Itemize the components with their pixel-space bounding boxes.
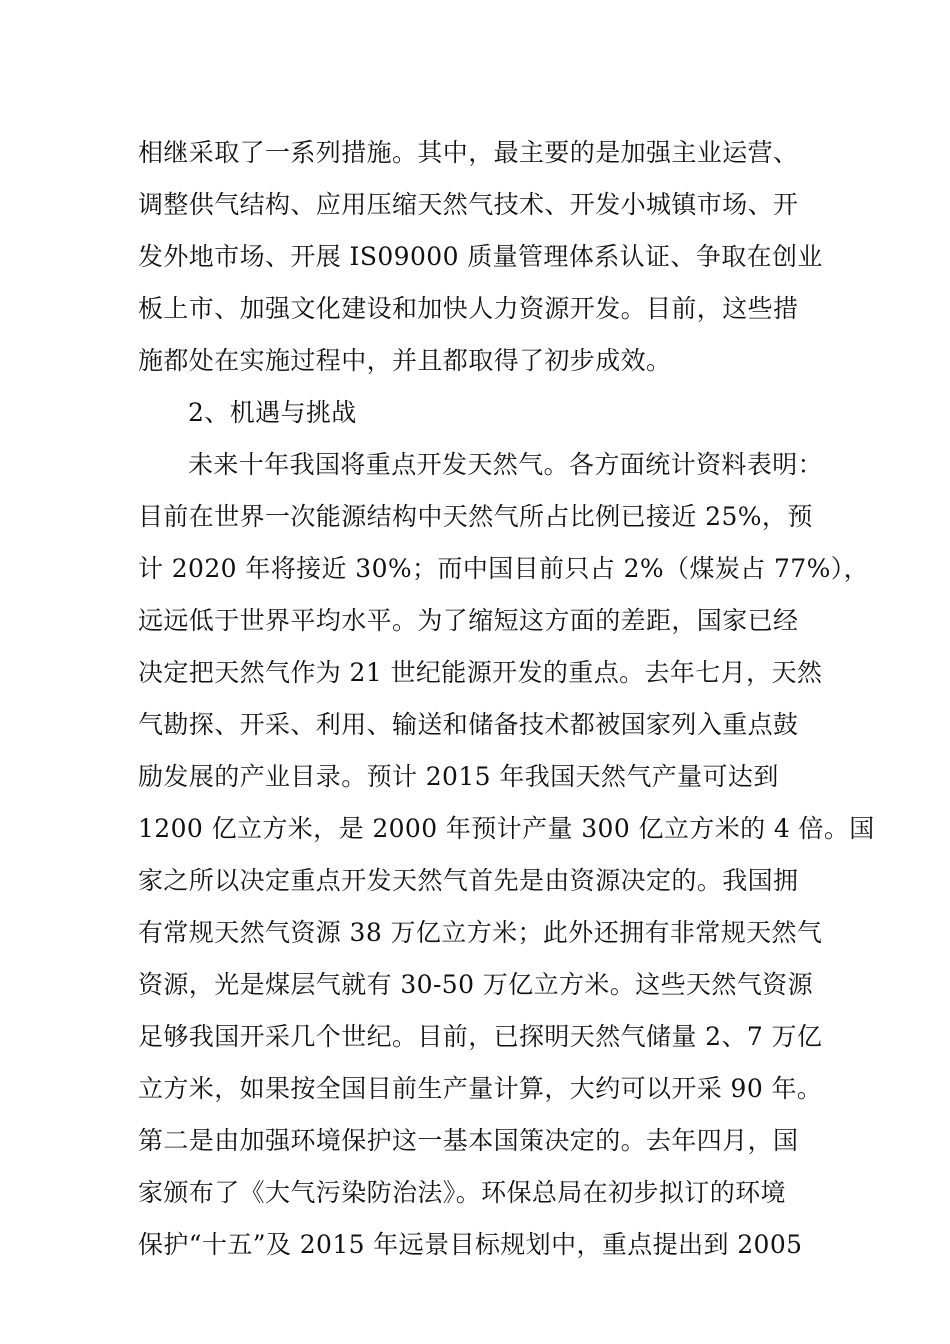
body-text-line: 立方米，如果按全国目前生产量计算，大约可以开采 90 年。: [138, 1074, 823, 1103]
body-text-line: 励发展的产业目录。预计 2015 年我国天然气产量可达到: [138, 762, 779, 791]
body-text-line: 远远低于世界平均水平。为了缩短这方面的差距，国家已经: [138, 606, 799, 635]
body-text-line: 板上市、加强文化建设和加快人力资源开发。目前，这些措: [138, 294, 799, 323]
body-text-line: 施都处在实施过程中，并且都取得了初步成效。: [138, 346, 672, 375]
body-text-line: 决定把天然气作为 21 世纪能源开发的重点。去年七月，天然: [138, 658, 823, 687]
body-text-line: 家之所以决定重点开发天然气首先是由资源决定的。我国拥: [138, 866, 799, 895]
body-text-line: 第二是由加强环境保护这一基本国策决定的。去年四月，国: [138, 1126, 799, 1155]
body-text-line: 有常规天然气资源 38 万亿立方米；此外还拥有非常规天然气: [138, 918, 823, 947]
body-text-line: 足够我国开采几个世纪。目前，已探明天然气储量 2、7 万亿: [138, 1022, 823, 1051]
body-text-line: 1200 亿立方米，是 2000 年预计产量 300 亿立方米的 4 倍。国: [138, 814, 875, 843]
body-text-line: 保护“十五”及 2015 年远景目标规划中，重点提出到 2005: [138, 1230, 803, 1259]
body-text-line: 相继采取了一系列措施。其中，最主要的是加强主业运营、: [138, 138, 799, 167]
paragraph-first-line: 未来十年我国将重点开发天然气。各方面统计资料表明：: [188, 450, 824, 479]
body-text-line: 资源，光是煤层气就有 30-50 万亿立方米。这些天然气资源: [138, 970, 813, 999]
section-heading: 2、机遇与挑战: [188, 398, 357, 427]
body-text-line: 计 2020 年将接近 30%；而中国目前只占 2%（煤炭占 77%），: [138, 554, 870, 583]
body-text-line: 调整供气结构、应用压缩天然气技术、开发小城镇市场、开: [138, 190, 799, 219]
body-text-line: 家颁布了《大气污染防治法》。环保总局在初步拟订的环境: [138, 1178, 786, 1207]
body-text-line: 发外地市场、开展 IS09000 质量管理体系认证、争取在创业: [138, 242, 823, 271]
body-text-line: 目前在世界一次能源结构中天然气所占比例已接近 25%，预: [138, 502, 813, 531]
body-text-line: 气勘探、开采、利用、输送和储备技术都被国家列入重点鼓: [138, 710, 799, 739]
